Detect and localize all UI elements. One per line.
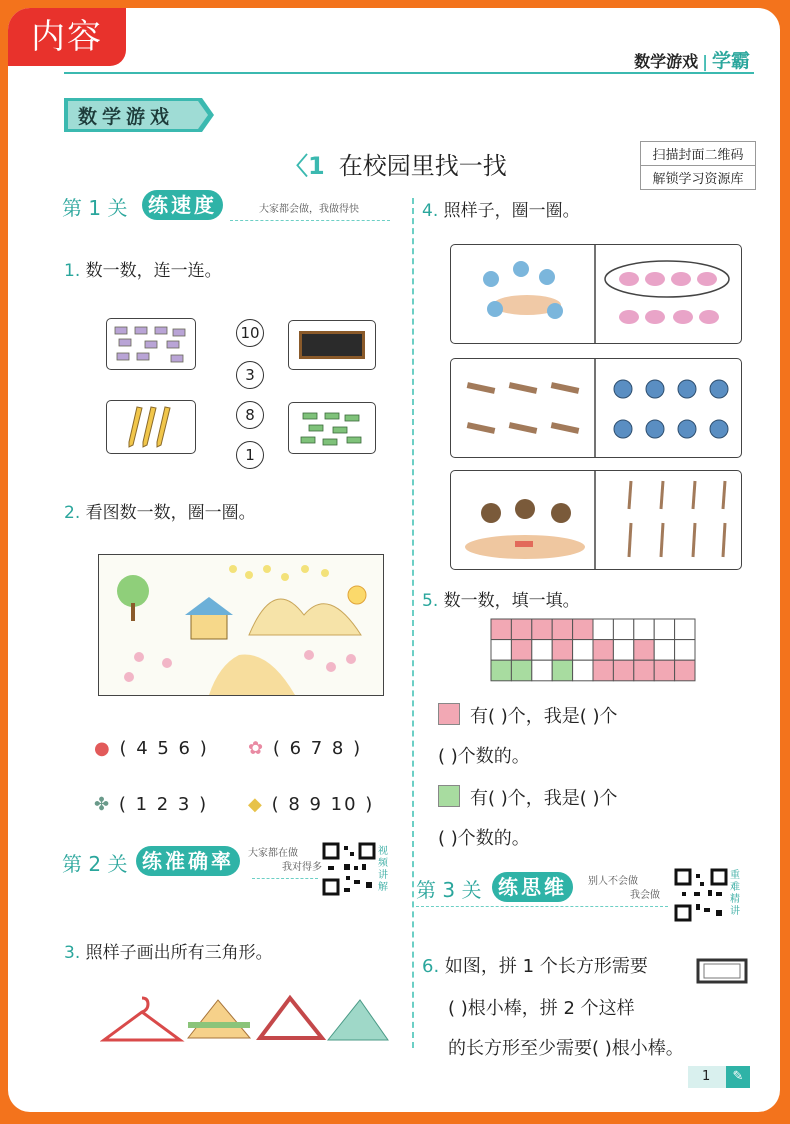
children-and-hats-illustration — [451, 245, 741, 343]
farm-scene-illustration — [99, 555, 383, 695]
farm-scene-picture — [98, 554, 384, 696]
grid-cell — [593, 619, 613, 640]
lesson-name: 在校园里找一找 — [338, 152, 507, 180]
level-2-note-2: 我对得多 — [282, 862, 322, 873]
level-2-title: 第 2 关 — [62, 852, 128, 876]
level-2-pill: 练准确率 — [136, 846, 240, 876]
level-3-side-label: 重难精讲 — [730, 870, 740, 917]
grid-cell — [511, 660, 531, 681]
grid-cell — [593, 640, 613, 661]
level-2-dash — [252, 878, 318, 879]
page-number: 1 — [702, 1069, 711, 1084]
section-banner — [64, 98, 214, 132]
lesson-title — [284, 146, 507, 181]
level-1-pill: 练速度 — [142, 190, 223, 220]
question-6-line-2: ( )根小棒，拼 2 个这样 — [448, 998, 635, 1019]
level-1-note: 大家都会做，我做得快 — [259, 204, 359, 215]
grid-cell — [675, 660, 695, 681]
grid-cell — [654, 640, 674, 661]
match-row-1 — [450, 244, 742, 344]
grid-cell — [552, 619, 572, 640]
question-6-line-1: 6. 如图，拼 1 个长方形需要 — [422, 956, 648, 977]
bird-icon: ◆ — [248, 794, 264, 815]
grid-cell — [654, 619, 674, 640]
grid-cell — [511, 640, 531, 661]
level-1-dash — [230, 220, 390, 221]
children-and-chopsticks-illustration — [451, 471, 741, 569]
grid-cell — [573, 660, 593, 681]
page — [8, 8, 780, 1112]
level-2-note-1: 大家都在做 — [248, 848, 298, 859]
qr-code-level-3[interactable] — [674, 868, 728, 922]
erasers-illustration — [107, 319, 195, 369]
fill-line-green-2: ( )个数的。 — [438, 828, 530, 849]
grid-cell — [532, 619, 552, 640]
grid-cell — [613, 619, 633, 640]
count-row-flowers: ✿ ( 6 7 8 ) — [248, 738, 363, 759]
level-3-note-2: 我会做 — [630, 890, 660, 901]
grid-cell — [491, 660, 511, 681]
header-line — [64, 72, 754, 74]
grid-cell — [634, 640, 654, 661]
banner-text: 数学游戏 — [78, 106, 175, 128]
count-row-apples: ● ( 4 5 6 ) — [94, 738, 209, 759]
count-row-dragonflies: ✤ ( 1 2 3 ) — [94, 794, 209, 815]
grid-cell — [532, 640, 552, 661]
lesson-number: 〈1 — [284, 152, 325, 180]
question-2: 2. 看图数一数，圈一圈。 — [64, 503, 256, 523]
question-4: 4. 照样子，圈一圈。 — [422, 201, 580, 221]
grid-cell — [573, 640, 593, 661]
level-3-note-1: 别人不会做 — [588, 876, 638, 887]
blackboard-picture — [288, 320, 376, 370]
level-3-title: 第 3 关 — [416, 878, 482, 902]
fill-line-green: 有( )个，我是( )个 — [438, 784, 618, 810]
question-6-line-3: 的长方形至少需要( )根小棒。 — [448, 1038, 684, 1059]
qr-note-line2: 解锁学习资源库 — [641, 165, 755, 189]
number-circle-2[interactable]: 3 — [236, 361, 264, 389]
pencils-illustration — [107, 401, 195, 453]
grid-cell — [634, 660, 654, 681]
stick-rectangle-illustration — [694, 956, 750, 986]
erasers-picture — [106, 318, 196, 370]
dragonfly-icon: ✤ — [94, 794, 112, 815]
number-circle-4[interactable]: 1 — [236, 441, 264, 469]
fill-line-pink-2: ( )个数的。 — [438, 746, 530, 767]
question-5: 5. 数一数，填一填。 — [422, 591, 580, 611]
level-3-pill: 练思维 — [492, 872, 573, 902]
qr-code-level-2[interactable] — [322, 842, 376, 896]
grid-cell — [511, 619, 531, 640]
skateboards-and-helmets-illustration — [451, 359, 741, 457]
pencils-picture — [106, 400, 196, 454]
match-row-3 — [450, 470, 742, 570]
grid-cell — [491, 619, 511, 640]
question-3: 3. 照样子画出所有三角形。 — [64, 943, 273, 963]
books-picture — [288, 402, 376, 454]
level-3-dash — [416, 906, 668, 907]
level-1-title: 第 1 关 — [62, 196, 128, 220]
qr-code-graphic — [322, 842, 376, 896]
grid-cell — [573, 619, 593, 640]
qr-note-line1: 扫描封面二维码 — [652, 148, 744, 163]
count-row-birds: ◆ ( 8 9 10 ) — [248, 794, 375, 815]
grid-cell — [593, 660, 613, 681]
grid-cell — [675, 619, 695, 640]
grid-cell — [613, 660, 633, 681]
grid-cell — [675, 640, 695, 661]
grid-cell — [634, 619, 654, 640]
blackboard-illustration — [289, 321, 375, 369]
grid-cell — [552, 660, 572, 681]
qr-code-graphic — [674, 868, 728, 922]
corner-tag: 内容 — [8, 8, 126, 66]
header-right — [634, 46, 750, 73]
grid-cell — [532, 660, 552, 681]
page-number-box — [688, 1066, 750, 1088]
column-divider — [412, 198, 414, 1048]
grid-cell — [613, 640, 633, 661]
grid-cell — [491, 640, 511, 661]
level-2-side-label: 视频讲解 — [378, 846, 388, 893]
brand-logo: 学霸 — [711, 50, 750, 72]
apple-icon: ● — [94, 738, 112, 759]
flower-icon: ✿ — [248, 738, 266, 759]
grid-cell — [552, 640, 572, 661]
fill-line-pink: 有( )个，我是( )个 — [438, 702, 618, 728]
level-1-header — [62, 190, 392, 224]
color-grid — [490, 618, 696, 682]
triangle-objects-illustration — [100, 994, 390, 1048]
number-circle-3[interactable]: 8 — [236, 401, 264, 429]
pink-swatch-icon — [438, 703, 460, 725]
pencil-icon: ✎ — [726, 1066, 750, 1088]
qr-note — [640, 141, 756, 190]
books-illustration — [289, 403, 375, 453]
question-1: 1. 数一数，连一连。 — [64, 261, 222, 281]
number-circle-1[interactable]: 10 — [236, 319, 264, 347]
grid-cell — [654, 660, 674, 681]
green-swatch-icon — [438, 785, 460, 807]
header-section: 数学游戏 — [634, 52, 699, 71]
match-row-2 — [450, 358, 742, 458]
header-separator: | — [702, 52, 708, 71]
